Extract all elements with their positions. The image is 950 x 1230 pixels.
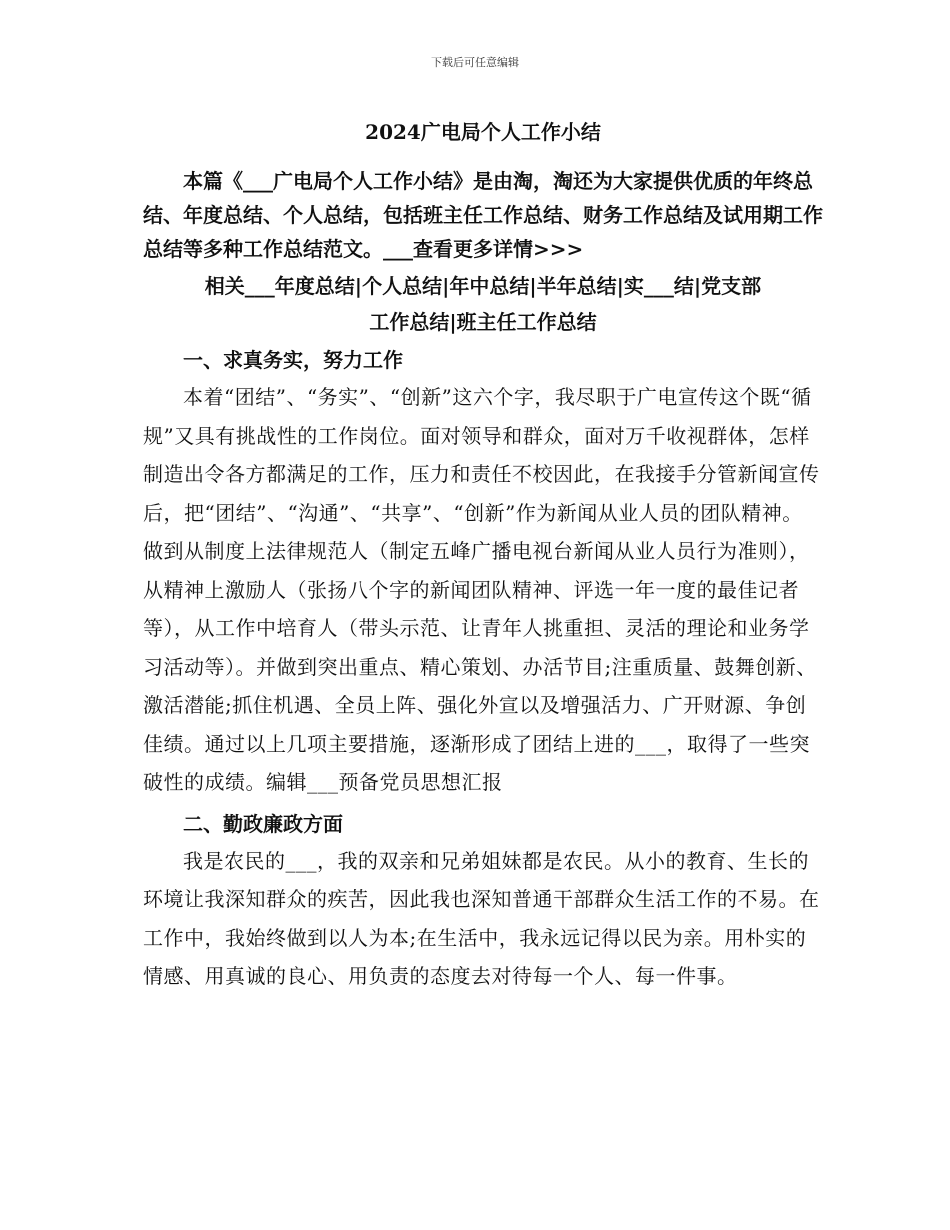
related-links-line-1: 相关___年度总结|个人总结|年中总结|半年总结|实___结|党支部 (204, 274, 762, 298)
section-2-paragraph: 我是农民的___，我的双亲和兄弟姐妹都是农民。从小的教育、生长的环境让我深知群众的疾苦，因此我也深知普通干部群众生活工作的不易。在工作中，我始终做到以人为本;在生活中，我永远记得以民为亲。用朴实的情感、用真诚的良心、用负责的态度去对待每一个人、每一件事。 (143, 848, 820, 988)
section-2-heading: 二、勤政廉政方面 (183, 811, 343, 836)
intro-paragraph: 本篇《___广电局个人工作小结》是由淘，淘还为大家提供优质的年终总结、年度总结、个人总结，包括班主任工作总结、财务工作总结及试用期工作总结等多种工作总结范文。___查看更多详情>>> (143, 169, 823, 261)
header-note: 下载后可任意编辑 (431, 56, 519, 69)
related-links-line-2: 工作总结|班主任工作总结 (369, 310, 597, 334)
section-1-paragraph: 本着“团结”、“务实”、“创新”这六个字，我尽职于广电宣传这个既“循规”又具有挑战性的工作岗位。面对领导和群众，面对万千收视群体，怎样制造出令各方都满足的工作，压力和责任不校因此，在我接手分管新闻宣传后，把“团结”、“沟通”、“共享”、“创新”作为新闻从业人员的团队精神。做到从制度上法律规范人（制定五峰广播电视台新闻从业人员行为准则），从精神上激励人（张扬八个字的新闻团队精神、评选一年一度的最佳记者等），从工作中培育人（带头示范、让青年人挑重担、灵活的理论和业务学习活动等）。并做到突出重点、精心策划、办活节目;注重质量、鼓舞创新、激活潜能;抓住机遇、全员上阵、强化外宣以及增强活力、广开财源、争创佳绩。通过以上几项主要措施，逐渐形成了团结上进的___，取得了一些突破性的成绩。编辑___预备党员思想汇报 (143, 385, 820, 794)
section-1-heading: 一、求真务实，努力工作 (183, 348, 403, 372)
document-title: 2024广电局个人工作小结 (365, 120, 601, 144)
document-body (143, 118, 823, 996)
